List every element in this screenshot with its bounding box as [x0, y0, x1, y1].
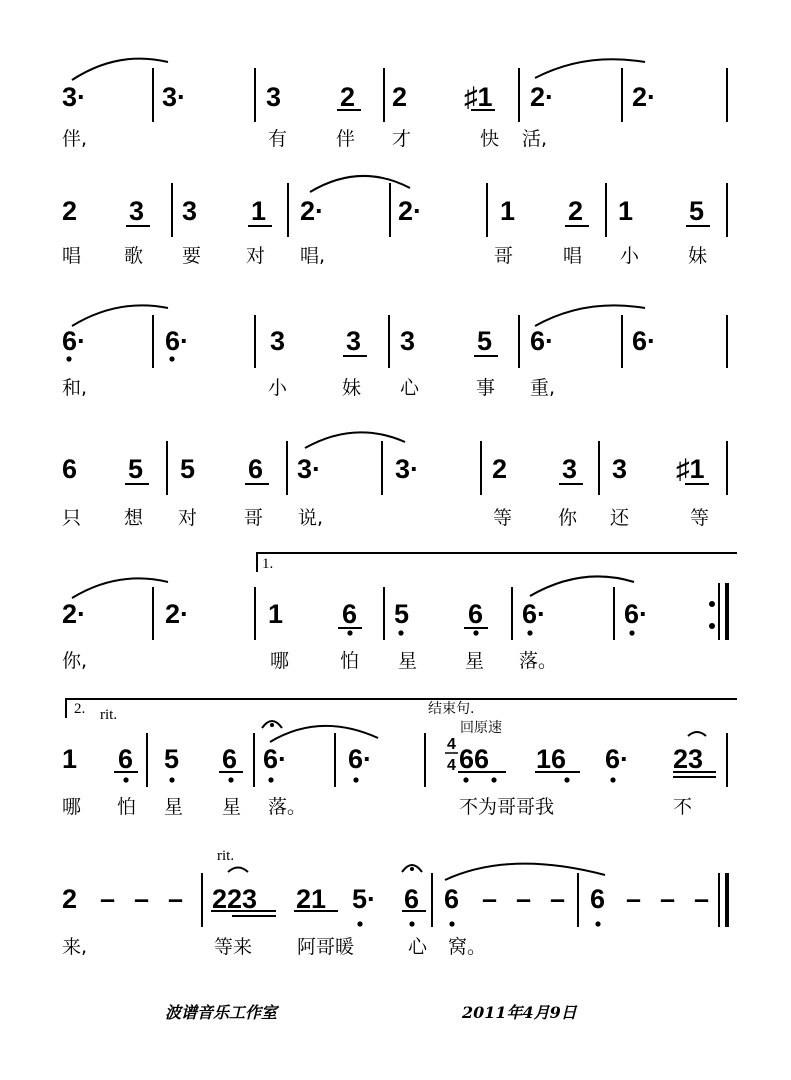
note: 2 [492, 454, 508, 484]
note: 5 [128, 454, 144, 484]
note: 6 [62, 454, 78, 484]
lyric: 等 [690, 507, 710, 529]
note: 3 [129, 196, 145, 226]
note: 16 [536, 744, 567, 774]
lyric: 歌 [124, 245, 144, 267]
lyric: 妹 [688, 245, 708, 267]
note: 5· [352, 884, 377, 914]
lyric: 星 [398, 650, 418, 672]
tie [228, 868, 248, 873]
note: 3 [612, 454, 628, 484]
note: 3· [297, 454, 322, 484]
note: – [694, 884, 710, 914]
note: 2· [300, 196, 325, 226]
note: 6 [222, 744, 238, 774]
slur [445, 864, 605, 880]
lyric: 活, [522, 128, 548, 150]
note: 2· [165, 599, 190, 629]
volta-number: 1. [262, 556, 274, 572]
time-signature-bottom: 4 [447, 757, 456, 774]
low-octave-dot [463, 777, 468, 782]
lyric: 说, [298, 507, 324, 529]
note: 6· [624, 599, 649, 629]
repeat-dot [709, 601, 715, 607]
note: 1 [268, 599, 284, 629]
lyric: 小 [268, 377, 288, 399]
lyric: 你 [558, 507, 578, 529]
date-stamp: 2011年4月9日 [462, 1003, 577, 1022]
rit-marking: rit. [100, 707, 118, 723]
note: 3· [62, 82, 87, 112]
note: 6· [165, 326, 190, 356]
line-5 [62, 556, 648, 672]
lyric: 星 [465, 650, 485, 672]
studio-credit: 波谱音乐工作室 [165, 1003, 278, 1022]
fermata-dot [410, 867, 414, 871]
line-1 [62, 82, 656, 150]
lyric: 唱 [62, 245, 82, 267]
note: 2 [392, 82, 408, 112]
note: 2 [340, 82, 356, 112]
line-7 [62, 848, 709, 958]
low-octave-dot [409, 921, 414, 926]
lyric: 哥 [244, 507, 264, 529]
lyric: 星 [222, 796, 242, 818]
slur [535, 59, 645, 78]
lyric: 才 [392, 128, 412, 150]
lyric: 要 [182, 245, 202, 267]
note: 3 [270, 326, 286, 356]
line-4 [62, 454, 709, 529]
note: 6 [590, 884, 606, 914]
repeat-dot [709, 623, 715, 629]
lyric: 怕 [117, 796, 137, 818]
low-octave-dot [610, 777, 615, 782]
slur [535, 305, 645, 326]
note: ♯1 [676, 454, 705, 484]
rit-marking: rit. [217, 848, 235, 864]
note: 3 [562, 454, 578, 484]
lyric: 唱, [300, 245, 326, 267]
volta-bracket [257, 553, 737, 572]
lyric: 窝。 [448, 936, 487, 958]
note: 3 [266, 82, 282, 112]
note: 6 [468, 599, 484, 629]
lyric: 哪 [62, 796, 82, 818]
slur [305, 432, 405, 448]
note: 5 [164, 744, 180, 774]
note: 3 [400, 326, 416, 356]
lyric: 阿哥暖 [297, 936, 355, 958]
note: 6 [118, 744, 134, 774]
low-octave-dot [491, 777, 496, 782]
note: – [134, 884, 150, 914]
note: 6 [404, 884, 420, 914]
slur [270, 726, 378, 742]
volta-number: 2. [74, 701, 86, 717]
lyric: 等来 [214, 936, 253, 958]
note: 2· [62, 599, 87, 629]
lyric: 只 [62, 507, 82, 529]
slur [530, 576, 634, 596]
note: 6· [632, 326, 657, 356]
low-octave-dot [123, 777, 128, 782]
lyric: 小 [620, 245, 640, 267]
dots [66, 356, 715, 926]
note: 5 [180, 454, 196, 484]
note: ♯1 [464, 82, 493, 112]
note: 1 [251, 196, 267, 226]
fermata-dot [270, 723, 274, 727]
lyric: 唱 [563, 245, 583, 267]
note: 6· [62, 326, 87, 356]
time-signature-top: 4 [447, 736, 456, 753]
note: 66 [459, 744, 490, 774]
note: 6· [348, 744, 373, 774]
note: – [660, 884, 676, 914]
note: 23 [673, 744, 704, 774]
note: 1 [500, 196, 516, 226]
ending-label: 结束句. [428, 701, 475, 717]
lyric: 来, [62, 936, 88, 958]
lyric: 心 [400, 377, 420, 399]
low-octave-dot [595, 921, 600, 926]
lyric: 重, [530, 377, 556, 399]
tempo-label: 回原速 [460, 720, 502, 736]
low-octave-dot [629, 630, 634, 635]
tie [688, 732, 706, 736]
lyric: 想 [124, 507, 144, 529]
lyric: 有 [268, 128, 288, 150]
low-octave-dot [449, 921, 454, 926]
lyric: 你, [62, 650, 88, 672]
lyric: 还 [610, 507, 630, 529]
lyric: 伴 [336, 128, 356, 150]
note: 3· [162, 82, 187, 112]
note: 2 [62, 884, 78, 914]
volta-bracket [66, 699, 420, 718]
low-octave-dot [564, 777, 569, 782]
note: 6· [605, 744, 630, 774]
lyric: 等 [493, 507, 513, 529]
low-octave-dot [398, 630, 403, 635]
lyric: 怕 [340, 650, 360, 672]
line-6 [62, 700, 703, 818]
note: 1 [62, 744, 78, 774]
low-octave-dot [473, 630, 478, 635]
lyric: 星 [164, 796, 184, 818]
note: 2 [62, 196, 78, 226]
lyric: 落。 [519, 650, 558, 672]
note: – [482, 884, 498, 914]
line-3 [62, 326, 656, 399]
lyric: 妹 [342, 377, 362, 399]
low-octave-dot [357, 921, 362, 926]
note: – [100, 884, 116, 914]
note: 6 [342, 599, 358, 629]
low-octave-dot [66, 356, 71, 361]
note: 6 [444, 884, 460, 914]
note: – [626, 884, 642, 914]
low-octave-dot [347, 630, 352, 635]
lyric: 事 [476, 377, 496, 399]
note: 21 [296, 884, 327, 914]
note: 3 [346, 326, 362, 356]
lyric: 对 [178, 507, 198, 529]
lyric: 落。 [268, 796, 307, 818]
note: 2 [568, 196, 584, 226]
note: 223 [212, 884, 258, 914]
low-octave-dot [169, 356, 174, 361]
lyric: 和, [62, 377, 88, 399]
note: 6 [248, 454, 264, 484]
lyric: 对 [246, 245, 266, 267]
line-2 [62, 196, 707, 267]
lyric: 不为哥哥我 [459, 796, 555, 818]
note: 2· [398, 196, 423, 226]
note: 6· [522, 599, 547, 629]
note: 5 [477, 326, 493, 356]
slur [310, 176, 410, 192]
note: 5 [394, 599, 410, 629]
low-octave-dot [527, 630, 532, 635]
lyric: 不 [673, 796, 693, 818]
note: 3 [182, 196, 198, 226]
lyric: 伴, [62, 128, 88, 150]
lyric: 心 [408, 936, 428, 958]
note: 2· [530, 82, 555, 112]
note: 1 [618, 196, 634, 226]
note: – [516, 884, 532, 914]
note: 2· [632, 82, 657, 112]
lyric: 快 [480, 128, 500, 150]
note: 3· [395, 454, 420, 484]
low-octave-dot [268, 777, 273, 782]
lyric: 哪 [270, 650, 290, 672]
low-octave-dot [228, 777, 233, 782]
note: – [550, 884, 566, 914]
note: 6· [263, 744, 288, 774]
low-octave-dot [169, 777, 174, 782]
low-octave-dot [353, 777, 358, 782]
note: 6· [530, 326, 555, 356]
note: 5 [689, 196, 705, 226]
note: – [168, 884, 184, 914]
lyric: 哥 [494, 245, 514, 267]
